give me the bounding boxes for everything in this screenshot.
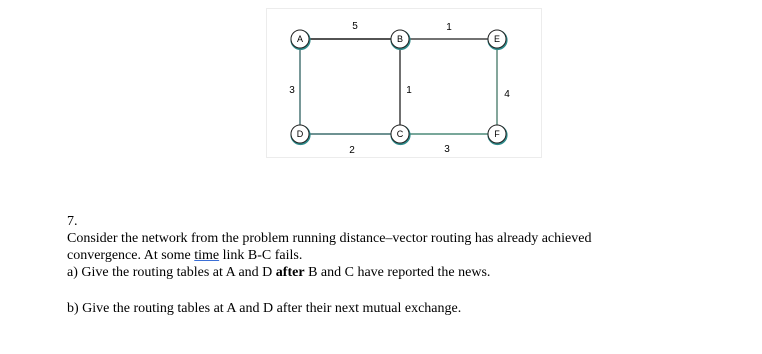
weight-e-f: 4 [504,89,510,100]
node-f [488,125,507,144]
weight-b-c: 1 [406,85,412,96]
weight-c-f: 3 [444,144,450,155]
intro-line-2-end: link B-C fails. [219,248,303,263]
intro-line-2-start: convergence. At some [67,248,195,263]
node-f-label: F [494,129,500,139]
node-a-label: A [296,34,304,44]
question-intro-line-1: Consider the network from the problem running distance–vector routing has already achieved [67,231,592,246]
node-d-label: D [296,129,304,139]
network-diagram [266,8,542,158]
node-c-label: C [396,129,404,139]
question-part-a [67,264,757,281]
node-b-label: B [396,34,404,44]
question-number: 7. [67,214,78,229]
question-block [67,213,757,317]
node-e [488,30,507,49]
part-a-start: a) Give the routing tables at A and D [67,265,276,280]
node-e-label: E [493,34,501,44]
paragraph-gap [67,281,757,300]
weight-b-e: 1 [446,22,452,33]
weight-a-b: 5 [352,21,358,32]
node-b [391,30,410,49]
node-c [391,125,410,144]
part-a-end: B and C have reported the news. [304,265,491,280]
node-a [291,30,310,49]
part-a-emphasis: after [275,265,305,280]
weight-a-d: 3 [289,85,295,96]
network-graph [267,9,543,159]
question-part-b: b) Give the routing tables at A and D after their next mutual exchange. [67,301,462,316]
spellcheck-underlined-word: time [194,248,220,263]
question-intro-line-2 [67,247,757,264]
weight-d-c: 2 [349,145,355,156]
node-d [291,125,310,144]
